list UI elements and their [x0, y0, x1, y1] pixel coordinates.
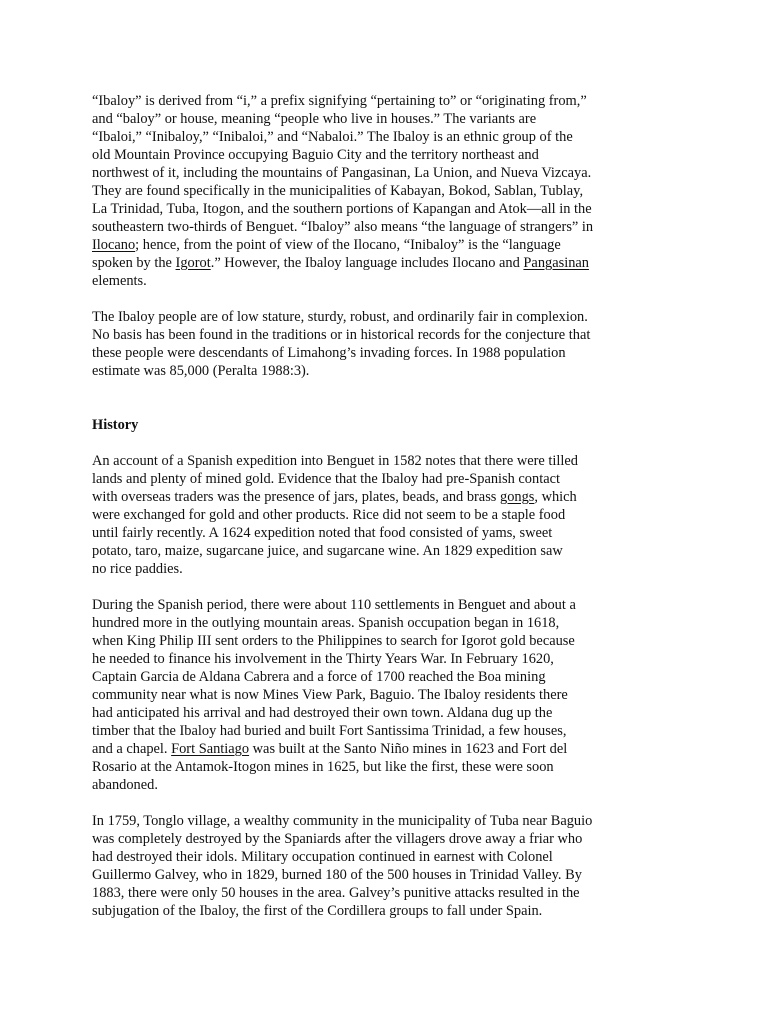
text-line — [92, 308, 632, 326]
text-line — [92, 650, 632, 668]
text-run: and “baloy” or house, meaning “people who live in houses.” The variants are — [92, 111, 537, 127]
text-line — [92, 164, 632, 182]
text-run: “Ibaloy” is derived from “i,” a prefix signifying “pertaining to” or “originating from,” — [92, 93, 587, 109]
text-run: Rosario at the Antamok-Itogon mines in 1625, but like the first, these were soon — [92, 759, 554, 775]
text-run: was built at the Santo Niño mines in 1623 and Fort del — [249, 741, 568, 757]
text-run: Guillermo Galvey, who in 1829, burned 180 of the 500 houses in Trinidad Valley. By — [92, 867, 582, 883]
paragraph — [92, 308, 632, 380]
text-link[interactable]: Igorot — [175, 255, 211, 271]
text-run: southeastern two-thirds of Benguet. “Ibaloy” also means “the language of strangers” in — [92, 219, 594, 235]
document-page — [92, 92, 632, 938]
text-line — [92, 326, 632, 344]
text-run: until fairly recently. A 1624 expedition noted that food consisted of yams, sweet — [92, 525, 553, 541]
text-run: with overseas traders was the presence of jars, plates, beads, and brass — [92, 489, 500, 505]
text-line — [92, 776, 632, 794]
text-run: had destroyed their idols. Military occupation continued in earnest with Colonel — [92, 849, 553, 865]
text-line — [92, 218, 632, 236]
text-line — [92, 722, 632, 740]
text-run: La Trinidad, Tuba, Itogon, and the southern portions of Kapangan and Atok—all in the — [92, 201, 592, 217]
text-line — [92, 254, 632, 272]
blank-line — [92, 398, 632, 416]
text-run: estimate was 85,000 (Peralta 1988:3). — [92, 363, 310, 379]
text-line — [92, 182, 632, 200]
text-run: timber that the Ibaloy had buried and built Fort Santissima Trinidad, a few houses, — [92, 723, 567, 739]
text-line — [92, 668, 632, 686]
text-link[interactable]: Ilocano — [92, 237, 136, 253]
text-run: .” However, the Ibaloy language includes Ilocano and — [210, 255, 524, 271]
text-line — [92, 686, 632, 704]
text-line — [92, 632, 632, 650]
text-line — [92, 146, 632, 164]
text-run: The Ibaloy people are of low stature, sturdy, robust, and ordinarily fair in complexion. — [92, 309, 588, 325]
text-run: these people were descendants of Limahong’s invading forces. In 1988 population — [92, 345, 566, 361]
text-run: In 1759, Tonglo village, a wealthy community in the municipality of Tuba near Baguio — [92, 813, 593, 829]
text-run: No basis has been found in the traditions or in historical records for the conjecture that — [92, 327, 591, 343]
text-line — [92, 560, 632, 578]
text-line — [92, 200, 632, 218]
text-run: , which — [534, 489, 577, 505]
text-line — [92, 704, 632, 722]
text-run: was completely destroyed by the Spaniards after the villagers drove away a friar who — [92, 831, 583, 847]
text-link[interactable]: Pangasinan — [523, 255, 589, 271]
text-run: he needed to finance his involvement in the Thirty Years War. In February 1620, — [92, 651, 554, 667]
text-line — [92, 884, 632, 902]
text-line — [92, 488, 632, 506]
text-run: community near what is now Mines View Park, Baguio. The Ibaloy residents there — [92, 687, 568, 703]
text-line — [92, 866, 632, 884]
text-run: Captain Garcia de Aldana Cabrera and a force of 1700 reached the Boa mining — [92, 669, 546, 685]
text-line — [92, 524, 632, 542]
text-line — [92, 110, 632, 128]
text-line — [92, 614, 632, 632]
text-line — [92, 344, 632, 362]
text-line — [92, 506, 632, 524]
paragraph — [92, 596, 632, 794]
text-run: lands and plenty of mined gold. Evidence that the Ibaloy had pre-Spanish contact — [92, 471, 560, 487]
text-line — [92, 470, 632, 488]
text-line — [92, 812, 632, 830]
text-run: “Ibaloi,” “Inibaloy,” “Inibaloi,” and “Nabaloi.” The Ibaloy is an ethnic group of the — [92, 129, 573, 145]
text-line — [92, 542, 632, 560]
text-line — [92, 272, 632, 290]
text-run: northwest of it, including the mountains of Pangasinan, La Union, and Nueva Vizcaya. — [92, 165, 592, 181]
text-run: They are found specifically in the municipalities of Kabayan, Bokod, Sablan, Tublay, — [92, 183, 584, 199]
text-run: no rice paddies. — [92, 561, 183, 577]
paragraph — [92, 452, 632, 578]
text-line — [92, 452, 632, 470]
text-line — [92, 740, 632, 758]
text-run: An account of a Spanish expedition into Benguet in 1582 notes that there were tilled — [92, 453, 578, 469]
text-line — [92, 902, 632, 920]
text-run: old Mountain Province occupying Baguio City and the territory northeast and — [92, 147, 539, 163]
text-line — [92, 362, 632, 380]
text-run: potato, taro, maize, sugarcane juice, and sugarcane wine. An 1829 expedition saw — [92, 543, 563, 559]
text-line — [92, 848, 632, 866]
text-run: ; hence, from the point of view of the Ilocano, “Inibaloy” is the “language — [135, 237, 561, 253]
section-heading: History — [92, 417, 139, 433]
text-run: 1883, there were only 50 houses in the area. Galvey’s punitive attacks resulted in the — [92, 885, 580, 901]
text-run: had anticipated his arrival and had destroyed their own town. Aldana dug up the — [92, 705, 553, 721]
text-link[interactable]: gongs — [500, 489, 535, 505]
text-run: and a chapel. — [92, 741, 172, 757]
text-run: abandoned. — [92, 777, 158, 793]
text-run: hundred more in the outlying mountain areas. Spanish occupation began in 1618, — [92, 615, 560, 631]
text-run: elements. — [92, 273, 147, 289]
text-run: subjugation of the Ibaloy, the first of the Cordillera groups to fall under Spain. — [92, 903, 543, 919]
text-line — [92, 596, 632, 614]
text-run: During the Spanish period, there were about 110 settlements in Benguet and about a — [92, 597, 576, 613]
paragraph — [92, 812, 632, 920]
text-run: spoken by the — [92, 255, 176, 271]
text-run: when King Philip III sent orders to the Philippines to search for Igorot gold because — [92, 633, 575, 649]
text-line — [92, 830, 632, 848]
text-line — [92, 128, 632, 146]
paragraph — [92, 92, 632, 290]
text-link[interactable]: Fort Santiago — [171, 741, 250, 757]
text-line — [92, 92, 632, 110]
text-line — [92, 758, 632, 776]
text-run: were exchanged for gold and other products. Rice did not seem to be a staple food — [92, 507, 566, 523]
text-line — [92, 236, 632, 254]
